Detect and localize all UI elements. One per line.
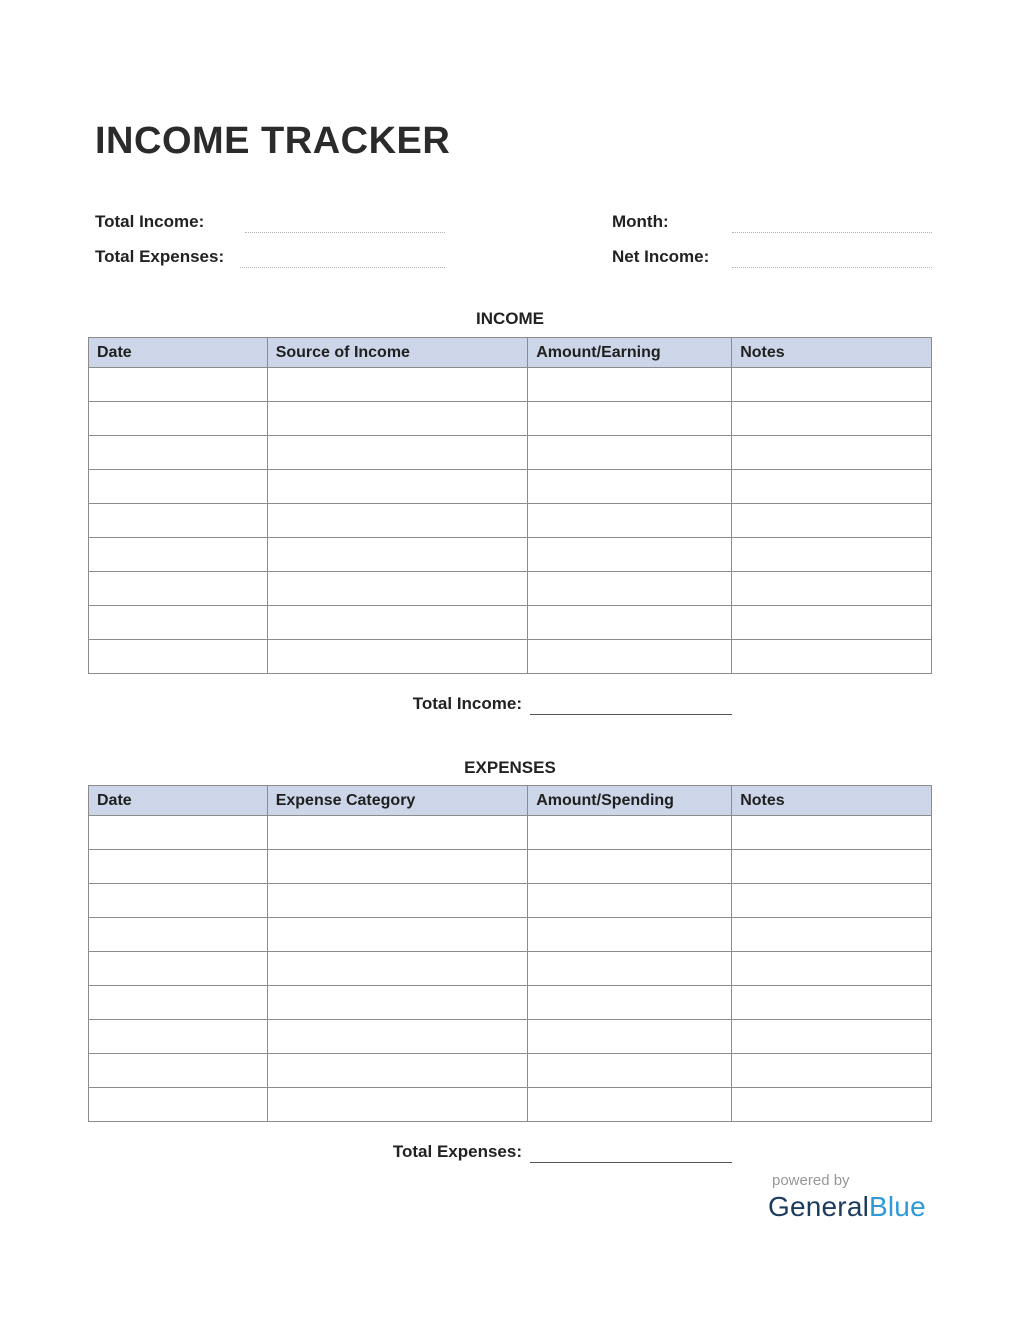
table-cell[interactable] bbox=[267, 470, 527, 504]
expenses-col-category: Expense Category bbox=[267, 786, 527, 816]
table-cell[interactable] bbox=[89, 816, 268, 850]
table-cell[interactable] bbox=[528, 572, 732, 606]
table-row bbox=[89, 952, 932, 986]
table-cell[interactable] bbox=[528, 1088, 732, 1122]
table-cell[interactable] bbox=[528, 1054, 732, 1088]
table-cell[interactable] bbox=[89, 1054, 268, 1088]
table-row bbox=[89, 1054, 932, 1088]
table-cell[interactable] bbox=[267, 816, 527, 850]
table-cell[interactable] bbox=[528, 640, 732, 674]
table-cell[interactable] bbox=[89, 850, 268, 884]
table-row bbox=[89, 368, 932, 402]
table-cell[interactable] bbox=[267, 606, 527, 640]
table-cell[interactable] bbox=[267, 368, 527, 402]
table-cell[interactable] bbox=[732, 606, 932, 640]
table-cell[interactable] bbox=[89, 884, 268, 918]
table-cell[interactable] bbox=[267, 572, 527, 606]
expenses-col-date: Date bbox=[89, 786, 268, 816]
table-row bbox=[89, 572, 932, 606]
table-cell[interactable] bbox=[89, 1020, 268, 1054]
total-expenses-field[interactable] bbox=[240, 246, 445, 268]
brand-blue-text: Blue bbox=[869, 1191, 926, 1222]
page-title: INCOME TRACKER bbox=[95, 120, 451, 162]
table-cell[interactable] bbox=[528, 1020, 732, 1054]
table-cell[interactable] bbox=[732, 986, 932, 1020]
expenses-col-notes: Notes bbox=[732, 786, 932, 816]
table-cell[interactable] bbox=[267, 1054, 527, 1088]
table-cell[interactable] bbox=[732, 816, 932, 850]
income-col-amount: Amount/Earning bbox=[528, 338, 732, 368]
table-cell[interactable] bbox=[732, 884, 932, 918]
table-row bbox=[89, 918, 932, 952]
table-cell[interactable] bbox=[267, 884, 527, 918]
income-table bbox=[88, 337, 932, 674]
table-cell[interactable] bbox=[528, 504, 732, 538]
brand-general-text: General bbox=[768, 1191, 870, 1222]
expenses-total-label: Total Expenses: bbox=[392, 1142, 522, 1161]
table-header-row bbox=[89, 786, 932, 816]
table-cell[interactable] bbox=[528, 952, 732, 986]
table-cell[interactable] bbox=[528, 986, 732, 1020]
table-cell[interactable] bbox=[89, 572, 268, 606]
table-cell[interactable] bbox=[267, 1088, 527, 1122]
table-cell[interactable] bbox=[89, 1088, 268, 1122]
footer-brand bbox=[768, 1172, 924, 1223]
table-row bbox=[89, 1088, 932, 1122]
table-cell[interactable] bbox=[528, 470, 732, 504]
month-label: Month: bbox=[612, 212, 669, 231]
net-income-field[interactable] bbox=[732, 246, 932, 268]
table-cell[interactable] bbox=[732, 538, 932, 572]
month-field[interactable] bbox=[732, 211, 932, 233]
income-col-notes: Notes bbox=[732, 338, 932, 368]
table-cell[interactable] bbox=[89, 606, 268, 640]
income-total-label: Total Income: bbox=[412, 694, 522, 713]
table-cell[interactable] bbox=[732, 850, 932, 884]
table-row bbox=[89, 1020, 932, 1054]
table-cell[interactable] bbox=[528, 538, 732, 572]
table-row bbox=[89, 504, 932, 538]
table-cell[interactable] bbox=[267, 952, 527, 986]
expenses-table-body bbox=[89, 816, 932, 1122]
income-section-heading: INCOME bbox=[476, 309, 544, 328]
table-cell[interactable] bbox=[732, 1088, 932, 1122]
table-cell[interactable] bbox=[732, 368, 932, 402]
generalblue-logo bbox=[768, 1191, 924, 1223]
table-cell[interactable] bbox=[89, 368, 268, 402]
table-cell[interactable] bbox=[89, 436, 268, 470]
table-cell[interactable] bbox=[267, 402, 527, 436]
table-header-row bbox=[89, 338, 932, 368]
table-row bbox=[89, 436, 932, 470]
expenses-section-heading: EXPENSES bbox=[464, 758, 556, 777]
table-row bbox=[89, 850, 932, 884]
table-cell[interactable] bbox=[732, 1054, 932, 1088]
table-cell[interactable] bbox=[89, 470, 268, 504]
table-cell[interactable] bbox=[89, 986, 268, 1020]
total-income-label: Total Income: bbox=[95, 212, 205, 231]
table-row bbox=[89, 538, 932, 572]
income-table-header bbox=[89, 338, 932, 368]
table-cell[interactable] bbox=[89, 402, 268, 436]
table-cell[interactable] bbox=[267, 850, 527, 884]
total-income-field[interactable] bbox=[245, 211, 445, 233]
powered-by-text: powered by bbox=[772, 1172, 850, 1189]
table-row bbox=[89, 816, 932, 850]
table-cell[interactable] bbox=[89, 504, 268, 538]
table-cell[interactable] bbox=[732, 640, 932, 674]
income-col-date: Date bbox=[89, 338, 268, 368]
table-cell[interactable] bbox=[528, 918, 732, 952]
table-cell[interactable] bbox=[89, 538, 268, 572]
table-cell[interactable] bbox=[732, 1020, 932, 1054]
table-cell[interactable] bbox=[528, 816, 732, 850]
table-row bbox=[89, 402, 932, 436]
expenses-table bbox=[88, 785, 932, 1122]
table-cell[interactable] bbox=[267, 986, 527, 1020]
table-cell[interactable] bbox=[528, 884, 732, 918]
table-cell[interactable] bbox=[267, 504, 527, 538]
table-cell[interactable] bbox=[732, 572, 932, 606]
table-cell[interactable] bbox=[89, 918, 268, 952]
table-cell[interactable] bbox=[732, 402, 932, 436]
table-cell[interactable] bbox=[528, 368, 732, 402]
table-cell[interactable] bbox=[267, 640, 527, 674]
table-cell[interactable] bbox=[732, 470, 932, 504]
table-cell[interactable] bbox=[267, 436, 527, 470]
table-cell[interactable] bbox=[89, 952, 268, 986]
table-cell[interactable] bbox=[732, 952, 932, 986]
table-row bbox=[89, 986, 932, 1020]
table-cell[interactable] bbox=[732, 436, 932, 470]
table-cell[interactable] bbox=[267, 918, 527, 952]
table-cell[interactable] bbox=[89, 640, 268, 674]
table-cell[interactable] bbox=[528, 436, 732, 470]
table-row bbox=[89, 470, 932, 504]
table-row bbox=[89, 606, 932, 640]
income-table-body bbox=[89, 368, 932, 674]
table-row bbox=[89, 884, 932, 918]
table-cell[interactable] bbox=[732, 918, 932, 952]
table-cell[interactable] bbox=[267, 538, 527, 572]
table-cell[interactable] bbox=[528, 850, 732, 884]
table-row bbox=[89, 640, 932, 674]
expenses-col-amount: Amount/Spending bbox=[528, 786, 732, 816]
expenses-total-field[interactable] bbox=[530, 1141, 732, 1163]
income-col-source: Source of Income bbox=[267, 338, 527, 368]
income-total-field[interactable] bbox=[530, 693, 732, 715]
table-cell[interactable] bbox=[528, 606, 732, 640]
table-cell[interactable] bbox=[732, 504, 932, 538]
total-expenses-label: Total Expenses: bbox=[95, 247, 225, 266]
net-income-label: Net Income: bbox=[612, 247, 710, 266]
expenses-table-header bbox=[89, 786, 932, 816]
table-cell[interactable] bbox=[528, 402, 732, 436]
table-cell[interactable] bbox=[267, 1020, 527, 1054]
